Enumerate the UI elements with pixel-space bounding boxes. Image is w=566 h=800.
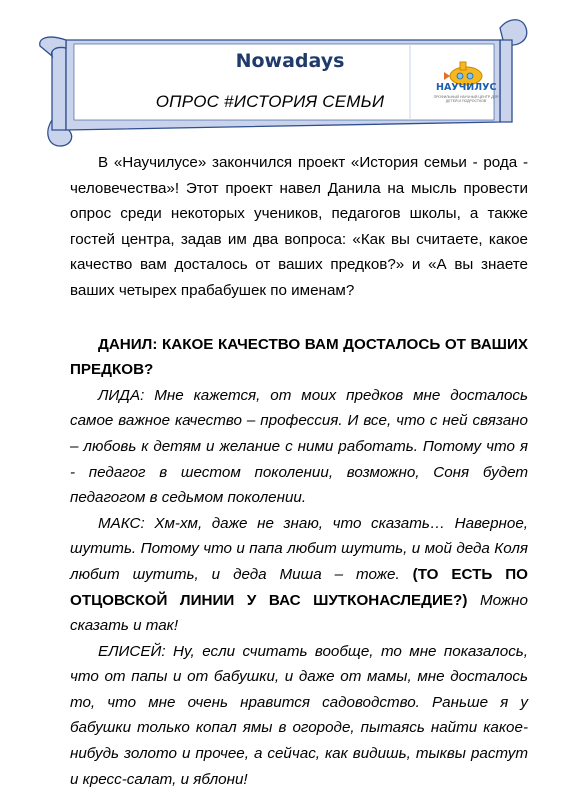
article-body xyxy=(70,150,528,792)
answer-maks xyxy=(70,511,528,639)
question-heading: ДАНИЛ: КАКОЕ КАЧЕСТВО ВАМ ДОСТАЛОСЬ ОТ ВАШИХ ПРЕДКОВ? xyxy=(70,335,528,379)
answer-elisey: ЕЛИСЕЙ: Ну, если считать вообще, то мне показалось, что от папы и от бабушки, и даже от мамы, мне досталось то, что мне очень нравится садоводство. Раньше я у бабушки только копал ямы в огороде, пытаясь найти какое-нибудь золото и прочее, а сейчас, как видишь, тыквы растут и кресс-салат, и яблони! xyxy=(70,642,528,788)
spacer xyxy=(70,304,528,332)
logo-tagline: ПРОФИЛЬНЫЙ НАУЧНЫЙ ЦЕНТР ДЛЯ ДЕТЕЙ И ПОДРОСТКОВ xyxy=(433,95,499,103)
answer-lida: ЛИДА: Мне кажется, от моих предков мне досталось самое важное качество – профессия. И все, что с ней связано – любовь к детям и желание с ними работать. Потому что я - педагог в шестом поколении, возможно, Соня будет педагогом в седьмом поколении. xyxy=(70,386,528,507)
masthead-subtitle: ОПРОС #ИСТОРИЯ СЕМЬИ xyxy=(155,92,385,111)
answer-maks-text: МАКС: Хм-хм, даже не знаю, что сказать… Наверное, шутить. Потому что и папа любит шутить, и мой деда Коля любит шутить, и деда Миша – тоже. xyxy=(70,514,528,583)
intro-paragraph: В «Научилусе» закончился проект «История семьи - рода - человечества»! Этот проект навел Данила на мысль провести опрос среди некоторых учеников, педагогов школы, а также гостей центра, задав им два вопроса: «Как вы считаете, какое качество вам досталось от ваших предков?» и «А вы знаете ваших четырех прабабушек по именам? xyxy=(70,154,528,299)
logo-wordmark: НАУЧИЛУС xyxy=(436,82,497,93)
interviewer-question: (ТО ЕСТЬ ПО ОТЦОВСКОЙ ЛИНИИ У ВАС ШУТКОНАСЛЕДИЕ?) xyxy=(70,565,528,609)
masthead-title: Nowadays xyxy=(235,50,345,72)
scroll-banner xyxy=(0,0,566,150)
answer-maks-reply: Можно сказать и так! xyxy=(70,591,528,635)
